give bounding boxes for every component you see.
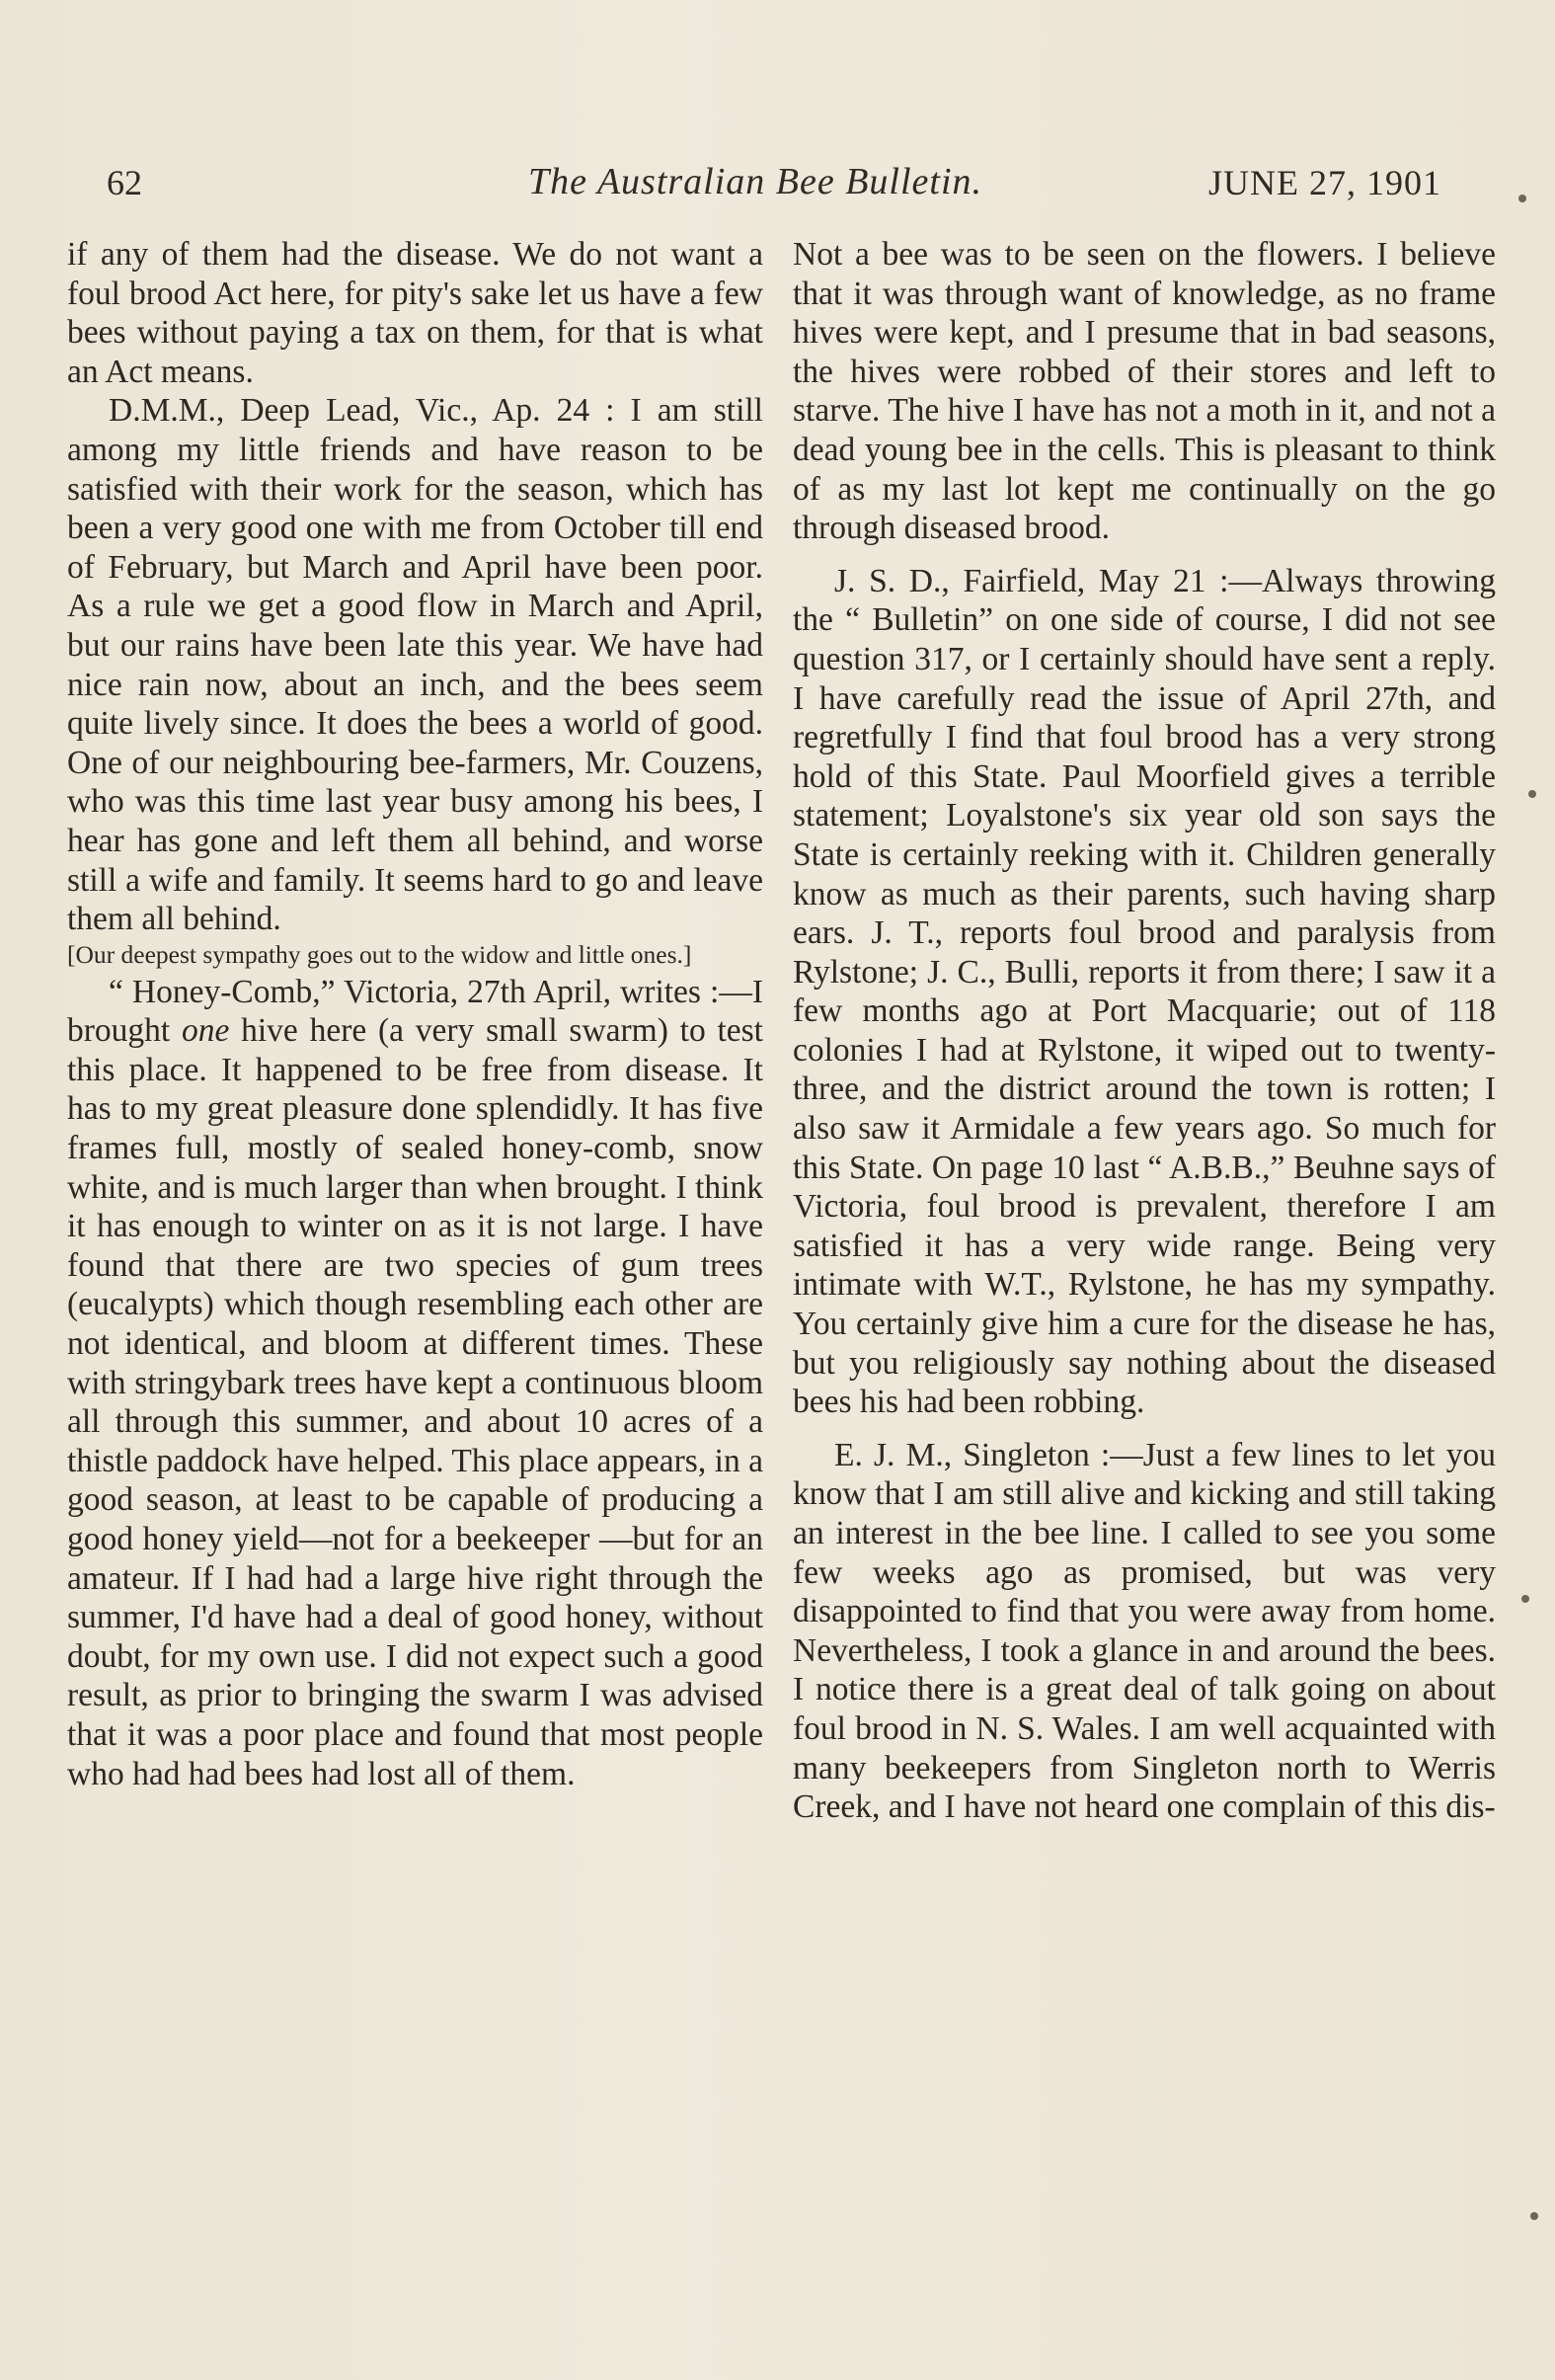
emphasis: one: [181, 1012, 230, 1050]
continued-paragraph: if any of them had the disease. We do not want a foul brood Act here, for pity's sake let us have a few bees without paying a tax on them, for that is what an Act means.: [67, 236, 763, 390]
paper-speck: [1530, 2212, 1538, 2220]
paper-speck: [1518, 195, 1526, 202]
letter-dmm: D.M.M., Deep Lead, Vic., Ap. 24 : I am still among my little friends and have reason to be satisfied with their work for the season, which has been a very good one with me from October till end of February, but March and April have been poor. As a rule we get a good flow in March and April, but our rains have been late this year. We have had nice rain now, about an inch, and the bees seem quite lively since. It does the bees a world of good. One of our neighbouring bee-farmers, Mr. Couzens, who was this time last year busy among his bees, I hear has gone and left them all behind, and worse still a wife and family. It seems hard to go and leave them all behind.: [67, 392, 763, 938]
paper-speck: [1528, 790, 1536, 798]
page-number: 62: [107, 163, 142, 202]
letter-honey-comb: [67, 973, 763, 1793]
letter-ejm: E. J. M., Singleton :—Just a few lines to let you know that I am still alive and kicking and still taking an interest in the bee line. I called to see you some few weeks ago as promised, but was very disappointed to find that you were away from home. Nevertheless, I took a glance in and around the bees. I notice there is a great deal of talk going on about foul brood in N. S. Wales. I am well acquainted with many beekeepers from Singleton north to Werris Creek, and I have not heard one complain of this dis-: [793, 1436, 1496, 1826]
letter-text: “ Honey-Comb,” Victoria, 27th April, writes :—I brought: [67, 973, 763, 1050]
left-column: [67, 235, 763, 1793]
issue-date: JUNE 27, 1901: [1208, 163, 1441, 202]
journal-title: The Australian Bee Bulletin.: [528, 161, 983, 202]
letter-jsd: J. S. D., Fairfield, May 21 :—Always throwing the “ Bulletin” on one side of course, I did not see question 317, or I certainly should have sent a reply. I have carefully read the issue of April 27th, and regretfully I find that foul brood has a very strong hold of this State. Paul Moorfield gives a terrible statement; Loyalstone's six year old son says the State is certainly reeking with it. Children generally know as much as their parents, such having sharp ears. J. T., reports foul brood and paralysis from Rylstone; J. C., Bulli, reports it from there; I saw it a few months ago at Port Macquarie; out of 118 colonies I had at Rylstone, it wiped out to twenty-three, and the district around the town is rotten; I also saw it Armidale a few years ago. So much for this State. On page 10 last “ A.B.B.,” Beuhne says of Victoria, foul brood is prevalent, therefore I am satisfied it has a very wide range. Being very intimate with W.T., Rylstone, he has my sympathy. You certainly give him a cure for the disease he has, but you religiously say nothing about the diseased bees his had been robbing.: [793, 562, 1496, 1421]
right-column: [793, 235, 1496, 1827]
page-header: [59, 156, 1461, 215]
paper-speck: [1521, 1595, 1529, 1603]
editor-note: [Our deepest sympathy goes out to the widow and little ones.]: [67, 939, 692, 969]
continued-paragraph: Not a bee was to be seen on the flowers. I believe that it was through want of knowledge, as no frame hives were kept, and I presume that in bad seasons, the hives were robbed of their stores and left to starve. The hive I have has not a moth in it, and not a dead young bee in the cells. This is pleasant to think of as my last lot kept me continually on the go through diseased brood.: [793, 236, 1496, 547]
letter-text: hive here (a very small swarm) to test this place. It happened to be free from disease. It has to my great pleasure done splendidly. It has five frames full, mostly of sealed honey-comb, snow white, and is much larger than when brought. I think it has enough to winter on as it is not large. I have found that there are two species of gum trees (eucalypts) which though resembling each other are not identical, and bloom at different times. These with stringybark trees have kept a continuous bloom all through this summer, and about 10 acres of a thistle paddock have helped. This place appears, in a good season, at least to be capable of producing a good honey yield—not for a beekeeper —but for an amateur. If I had had a large hive right through the summer, I'd have had a deal of good honey, without doubt, for my own use. I did not expect such a good result, as prior to bringing the swarm I was advised that it was a poor place and found that most people who had had bees had lost all of them.: [67, 1012, 763, 1792]
